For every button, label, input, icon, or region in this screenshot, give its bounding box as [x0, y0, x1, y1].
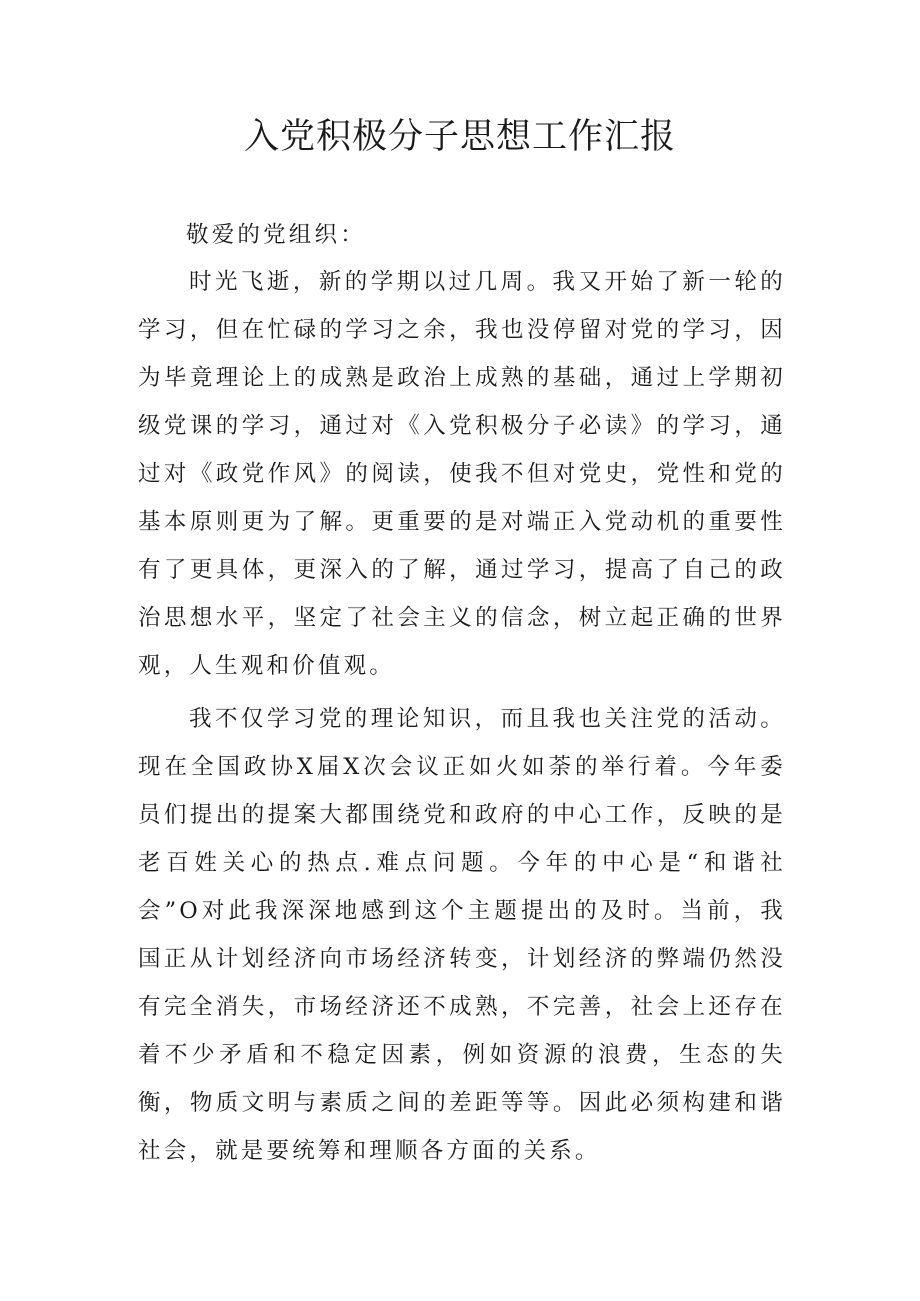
paragraph-1: 时光飞逝，新的学期以过几周。我又开始了新一轮的学习，但在忙碌的学习之余，我也没停留对党的学习，因为毕竟理论上的成熟是政治上成熟的基础，通过上学期初级党课的学习，通过对《入党积极分子必读》的学习，通过对《政党作风》的阅读，使我不但对党史，党性和党的基本原则更为了解。更重要的是对端正入党动机的重要性有了更具体，更深入的了解，通过学习，提高了自己的政治思想水平，坚定了社会主义的信念，树立起正确的世界观，人生观和价值观。 [138, 269, 786, 679]
salutation: 敬爱的党组织： [186, 222, 366, 248]
document-title: 入党积极分子思想工作汇报 [243, 117, 676, 157]
paragraph-2: 我不仅学习党的理论知识，而且我也关注党的活动。现在全国政协X届X次会议正如火如荼的举行着。今年委员们提出的提案大都围绕党和政府的中心工作，反映的是老百姓关心的热点.难点问题。今年的中心是“和谐社会”O对此我深深地感到这个主题提出的及时。当前，我国正从计划经济向市场经济转变，计划经济的弊端仍然没有完全消失，市场经济还不成熟，不完善，社会上还存在着不少矛盾和不稳定因素，例如资源的浪费，生态的失衡，物质文明与素质之间的差距等等。因此必须构建和谐社会，就是要统筹和理顺各方面的关系。 [138, 706, 786, 1164]
